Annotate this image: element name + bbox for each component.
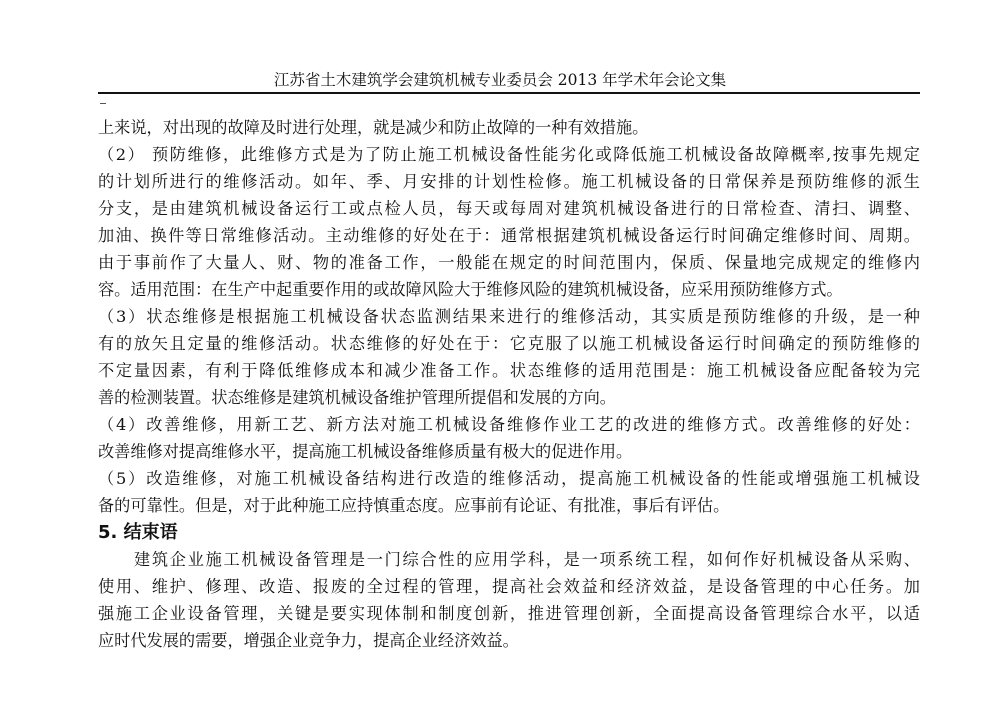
- text-line: 上来说，对出现的故障及时进行处理，就是减少和防止故障的一种有效措施。: [98, 118, 649, 137]
- section-heading: 5. 结束语: [98, 522, 178, 543]
- paragraph-preventive-maintenance: [98, 141, 920, 303]
- text-line: 不定量因素，有利于降低维修成本和减少准备工作。状态维修的适用范围是：施工机械设备应配备较为完: [98, 361, 920, 380]
- text-line: （5）改造维修，对施工机械设备结构进行改造的维修活动，提高施工机械设备的性能或增强施工机械设: [98, 469, 920, 488]
- text-line: （2） 预防维修，此维修方式是为了防止施工机械设备性能劣化或降低施工机械设备故障概率,按事先规定: [98, 145, 920, 164]
- paragraph-conclusion: [98, 546, 920, 654]
- scan-mark: [100, 103, 106, 104]
- text-line: 由于事前作了大量人、财、物的准备工作，一般能在规定的时间范围内，保质、保量地完成规定的维修内: [98, 253, 920, 272]
- text-line: 的计划所进行的维修活动。如年、季、月安排的计划性检修。施工机械设备的日常保养是预防维修的派生: [98, 172, 920, 191]
- text-line: 应时代发展的需要，增强企业竞争力，提高企业经济效益。: [98, 631, 519, 650]
- paragraph-retrofit-maintenance: [98, 465, 920, 519]
- text-line: （3）状态维修是根据施工机械设备状态监测结果来进行的维修活动，其实质是预防维修的升级，是一种: [98, 307, 920, 326]
- text-line: 容。适用范围：在生产中起重要作用的或故障风险大于维修风险的建筑机械设备，应采用预防维修方式。: [98, 280, 843, 299]
- document-body: [98, 114, 920, 654]
- text-line: 改善维修对提高维修水平，提高施工机械设备维修质量有极大的促进作用。: [98, 442, 633, 461]
- paragraph-continuation: [98, 114, 920, 141]
- running-header: 江苏省土木建筑学会建筑机械专业委员会 2013 年学术年会论文集: [273, 71, 727, 89]
- text-line: 强施工企业设备管理，关键是要实现体制和制度创新，推进管理创新，全面提高设备管理综合水平，以适: [98, 604, 920, 623]
- text-line: 加油、换件等日常维修活动。主动维修的好处在于：通常根据建筑机械设备运行时间确定维修时间、周期。: [98, 226, 920, 245]
- paragraph-condition-maintenance: [98, 303, 920, 411]
- paragraph-improvement-maintenance: [98, 411, 920, 465]
- text-line: 分支，是由建筑机械设备运行工或点检人员，每天或每周对建筑机械设备进行的日常检查、清扫、调整、: [98, 199, 920, 218]
- text-line: （4）改善维修，用新工艺、新方法对施工机械设备维修作业工艺的改进的维修方式。改善维修的好处：: [98, 415, 920, 434]
- text-line: 使用、维护、修理、改造、报废的全过程的管理，提高社会效益和经济效益，是设备管理的中心任务。加: [98, 577, 920, 596]
- text-line: 有的放矢且定量的维修活动。状态维修的好处在于：它克服了以施工机械设备运行时间确定的预防维修的: [98, 334, 920, 353]
- header-rule: [98, 92, 920, 94]
- text-line: 建筑企业施工机械设备管理是一门综合性的应用学科，是一项系统工程，如何作好机械设备从采购、: [134, 550, 920, 569]
- text-line: 善的检测装置。状态维修是建筑机械设备维护管理所提倡和发展的方向。: [98, 388, 616, 407]
- text-line: 备的可靠性。但是，对于此种施工应持慎重态度。应事前有论证、有批准，事后有评估。: [98, 496, 730, 515]
